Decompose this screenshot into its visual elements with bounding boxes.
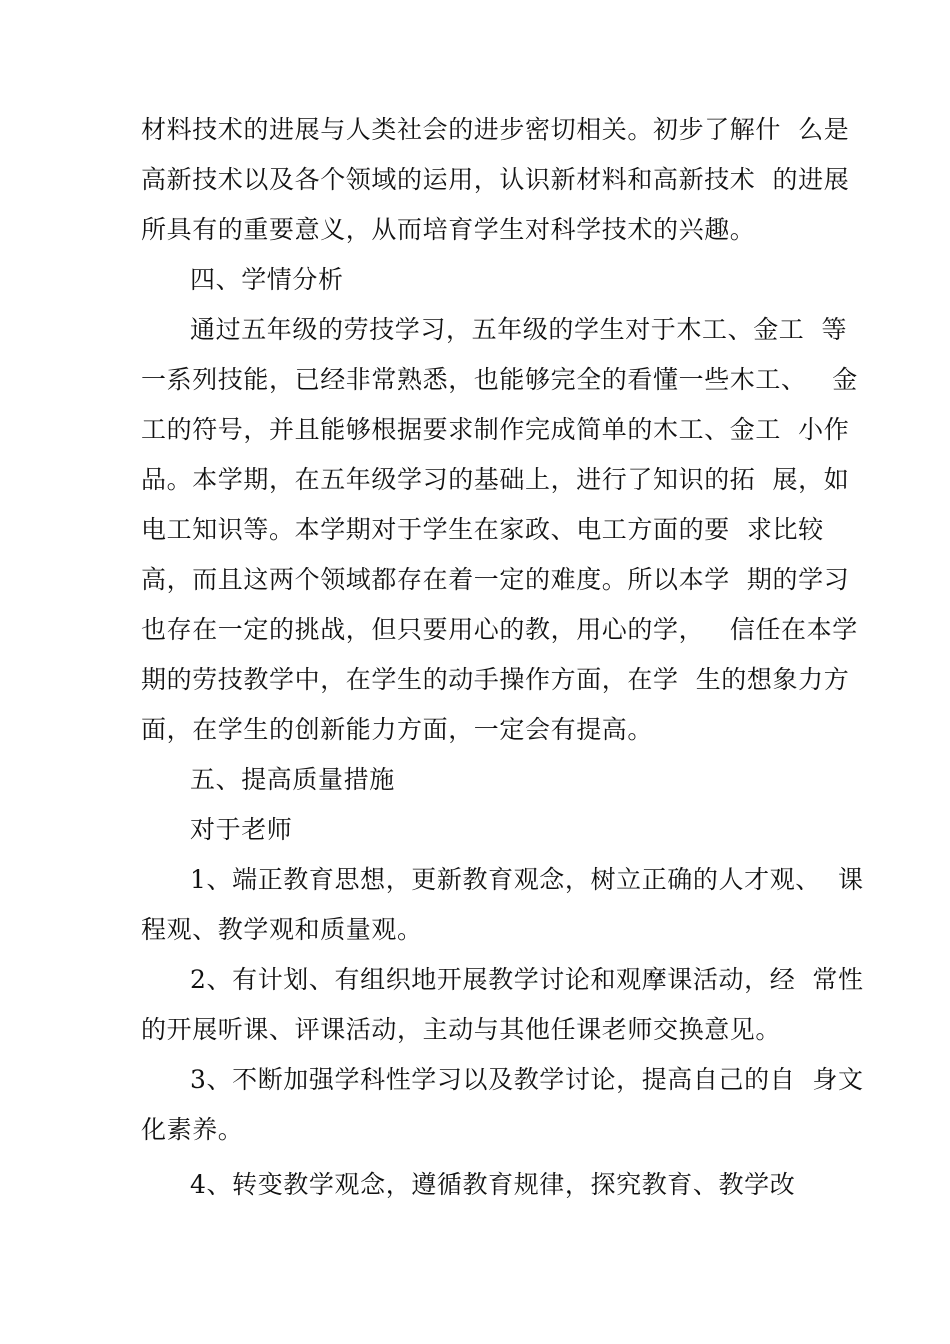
section-heading: 五、提高质量措施 xyxy=(190,765,395,794)
text-line: 工的符号，并且能够根据要求制作完成简单的木工、金工 小作 xyxy=(141,415,850,444)
text-line: 通过五年级的劳技学习，五年级的学生对于木工、金工 等 xyxy=(190,315,848,344)
text-line: 的开展听课、评课活动，主动与其他任课老师交换意见。 xyxy=(141,1015,782,1044)
text-line: 电工知识等。本学期对于学生在家政、电工方面的要 求比较 xyxy=(141,515,824,544)
subsection-heading: 对于老师 xyxy=(190,815,293,844)
list-item: 4、转变教学观念，遵循教育规律，探究教育、教学改 xyxy=(190,1170,796,1199)
text-line: 品。本学期，在五年级学习的基础上，进行了知识的拓 展，如 xyxy=(141,465,850,494)
text-line: 高，而且这两个领域都存在着一定的难度。所以本学 期的学习 xyxy=(141,565,850,594)
list-item: 1、端正教育思想，更新教育观念，树立正确的人才观、 课 xyxy=(190,865,864,894)
text-line: 化素养。 xyxy=(141,1115,244,1144)
text-line: 程观、教学观和质量观。 xyxy=(141,915,423,944)
text-line: 面，在学生的创新能力方面，一定会有提高。 xyxy=(141,715,654,744)
section-heading: 四、学情分析 xyxy=(190,265,344,294)
text-line: 期的劳技教学中，在学生的动手操作方面，在学 生的想象力方 xyxy=(141,665,850,694)
text-line: 高新技术以及各个领域的运用，认识新材料和高新技术 的进展 xyxy=(141,165,850,194)
text-line: 所具有的重要意义，从而培育学生对科学技术的兴趣。 xyxy=(141,215,756,244)
text-line: 材料技术的进展与人类社会的进步密切相关。初步了解什 么是 xyxy=(141,115,850,144)
text-line: 也存在一定的挑战，但只要用心的教，用心的学， 信任在本学 xyxy=(141,615,858,644)
list-item: 3、不断加强学科性学习以及教学讨论，提高自己的自 身文 xyxy=(190,1065,864,1094)
list-item: 2、有计划、有组织地开展教学讨论和观摩课活动，经 常性 xyxy=(190,965,864,994)
text-line: 一系列技能，已经非常熟悉，也能够完全的看懂一些木工、 金 xyxy=(141,365,858,394)
